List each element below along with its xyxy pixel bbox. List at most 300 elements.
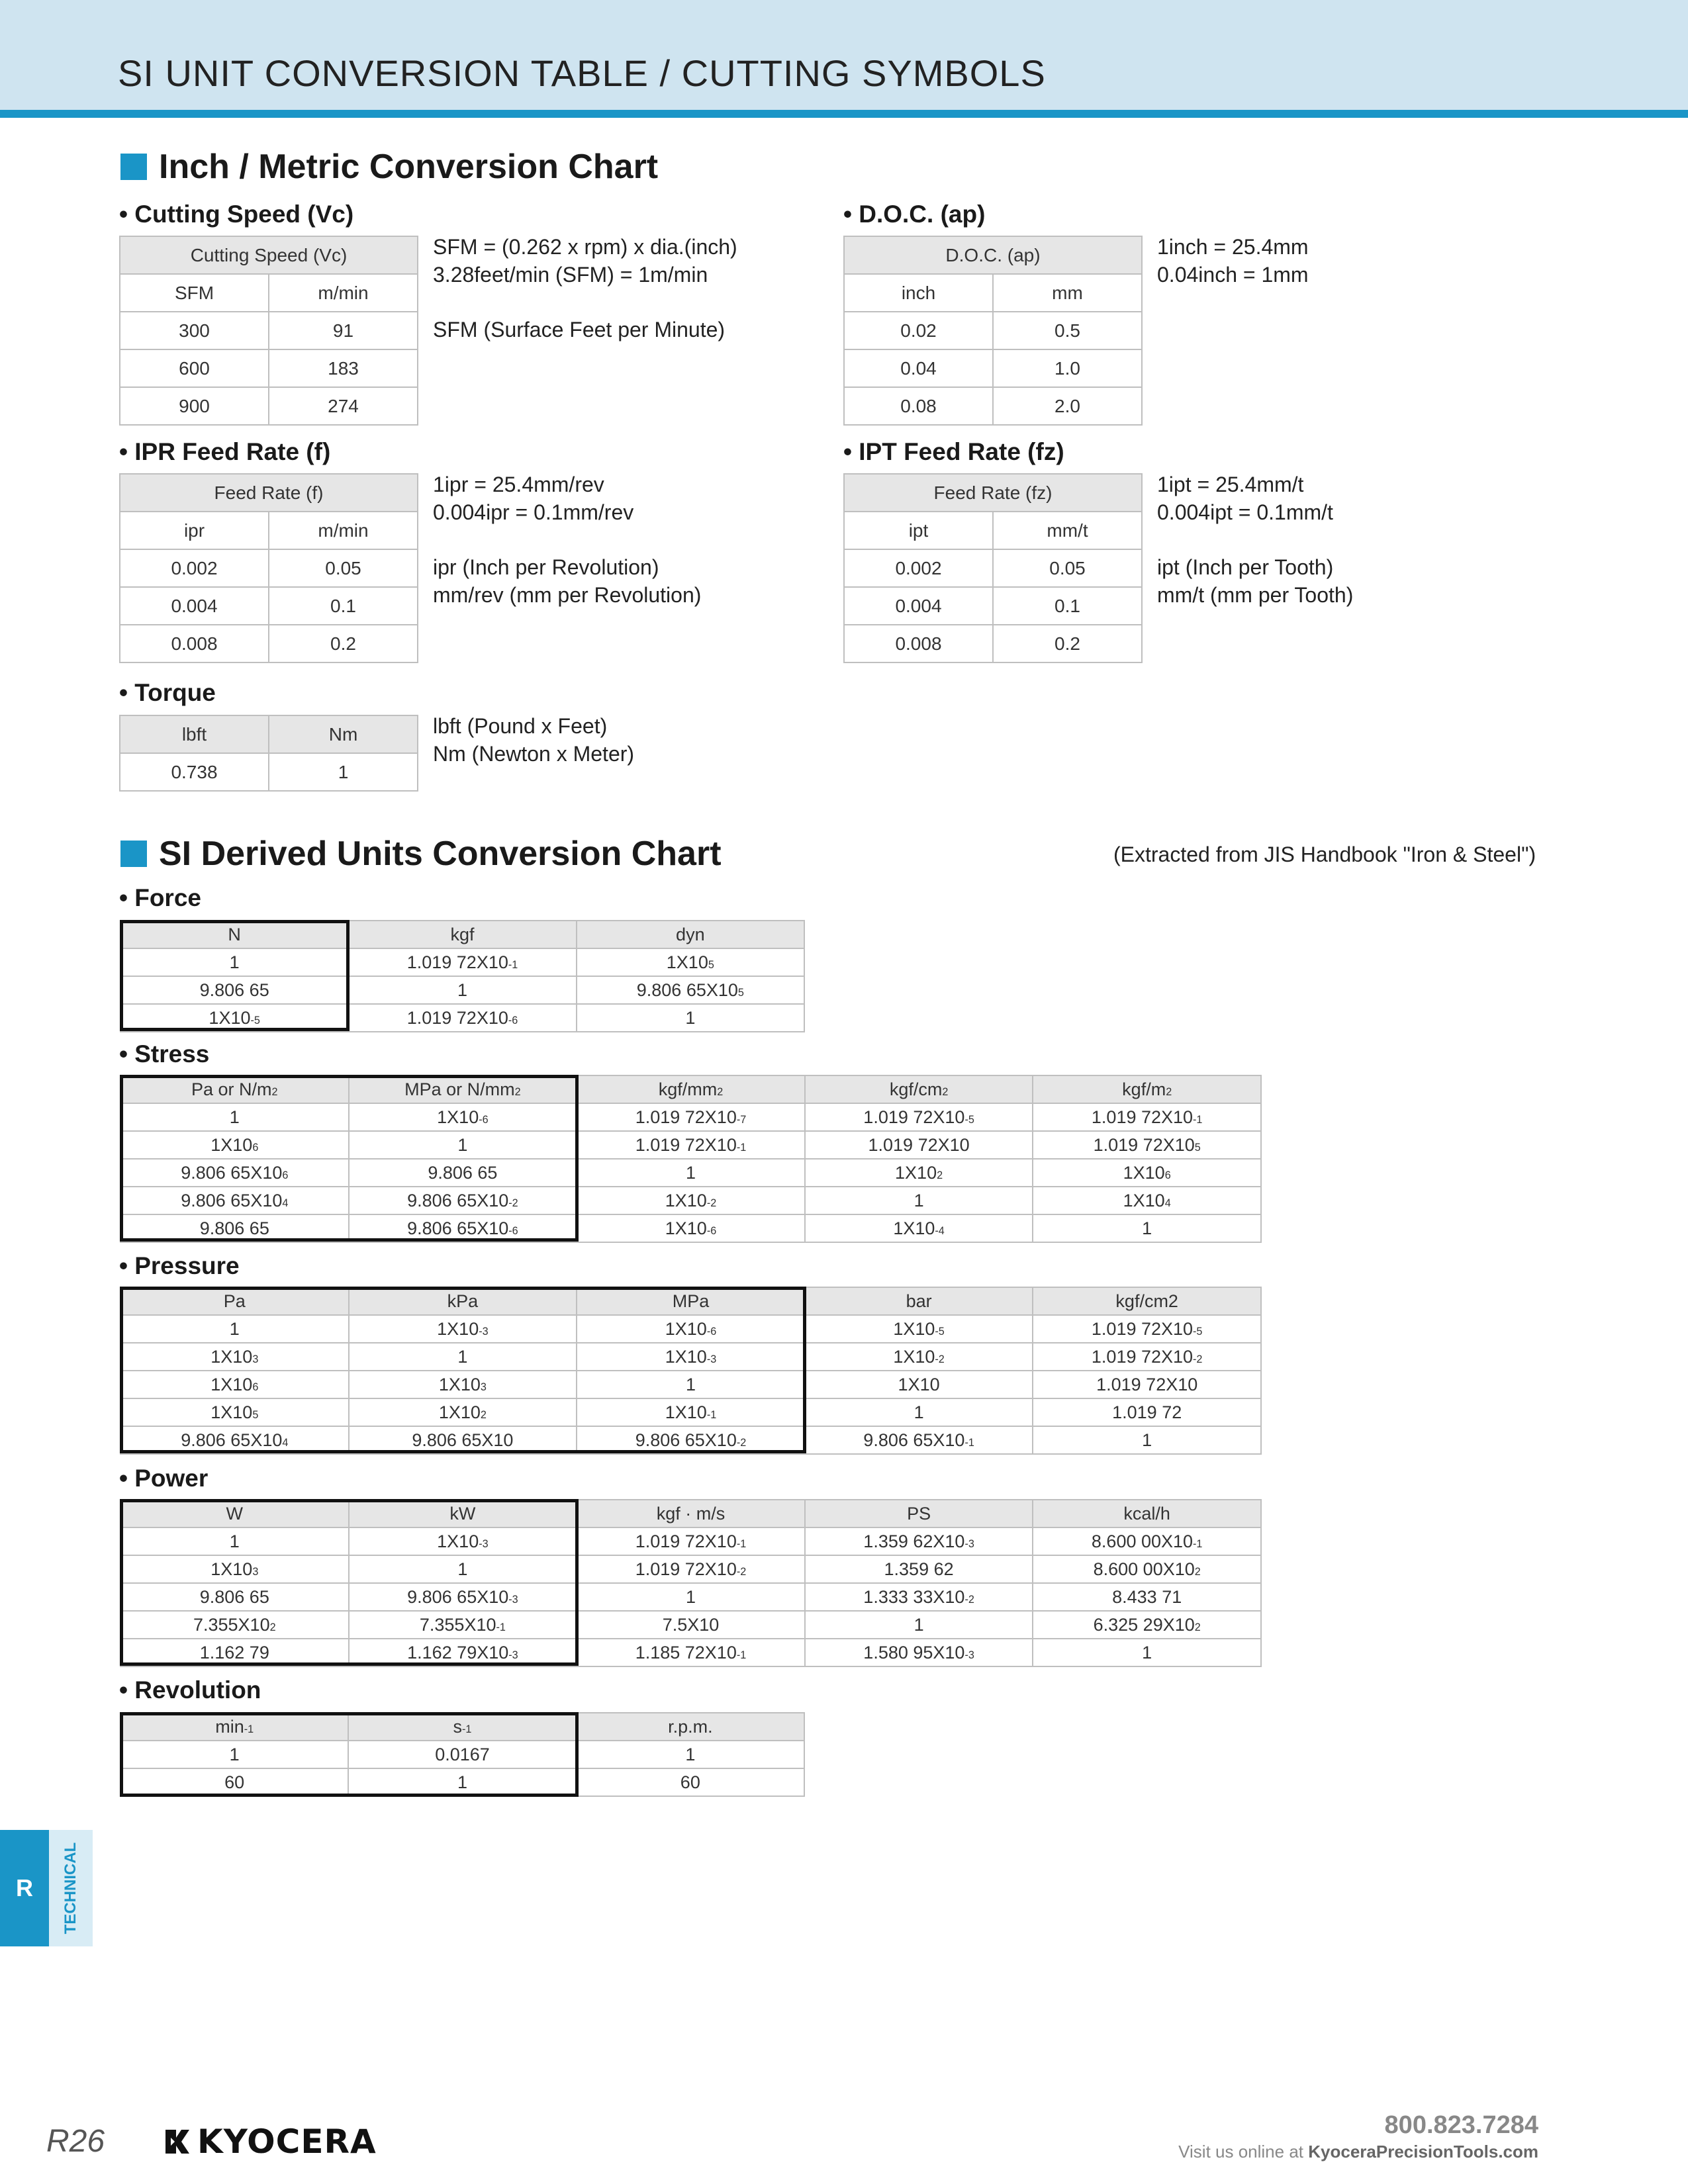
cell-value: 1: [457, 1346, 468, 1367]
cell-value: 1.019 72X10: [406, 1007, 508, 1028]
cell-value: 1X10: [211, 1559, 253, 1579]
table-cell: [1033, 1555, 1261, 1583]
table-cell: [577, 1131, 805, 1159]
table-row: [120, 1555, 1261, 1583]
cell-value: s: [453, 1716, 463, 1737]
cell-value: 1.162 79: [199, 1642, 269, 1662]
table-cell: [1033, 1159, 1261, 1187]
table-cell: [120, 1426, 349, 1454]
table-row: [844, 587, 1142, 625]
cell-exponent: 4: [1164, 1197, 1171, 1209]
table-cell: [349, 1583, 577, 1611]
column-header: [120, 1075, 349, 1103]
table-row: [120, 1583, 1261, 1611]
table-cell: [805, 1343, 1033, 1371]
cell-exponent: -1: [496, 1621, 506, 1633]
table-cell: 0.5: [993, 312, 1142, 349]
cutting-speed-note-2: 3.28feet/min (SFM) = 1m/min: [433, 263, 708, 287]
column-header: [349, 1287, 577, 1315]
table-header-row: [120, 715, 418, 753]
cell-value: 1X10: [893, 1346, 935, 1367]
cell-value: 1X10: [211, 1134, 253, 1155]
table-cell: 0.05: [269, 549, 418, 587]
cell-value: 1.019 72X10: [1093, 1134, 1195, 1155]
column-header: [120, 1287, 349, 1315]
cell-value: 6.325 29X10: [1093, 1614, 1195, 1635]
table-cell: [577, 1315, 805, 1343]
table-cell: [805, 1398, 1033, 1426]
table-row: [120, 1768, 804, 1796]
cell-value: 1: [229, 952, 240, 972]
table-row: [844, 549, 1142, 587]
table-row: [120, 948, 804, 976]
cell-value: 1X10: [211, 1374, 253, 1394]
column-header: [1033, 1075, 1261, 1103]
table-cell: [120, 1214, 349, 1242]
cell-value: 1: [229, 1107, 240, 1127]
table-cell: [805, 1611, 1033, 1639]
cell-value: 9.806 65X10: [407, 1190, 509, 1210]
ipr-title: • IPR Feed Rate (f): [119, 438, 331, 465]
ipr-table: [119, 473, 418, 663]
page-title: SI UNIT CONVERSION TABLE / CUTTING SYMBOLS: [118, 52, 1046, 94]
cell-value: 9.806 65: [199, 1586, 269, 1607]
cell-exponent: 2: [269, 1621, 276, 1633]
doc-title: • D.O.C. (ap): [843, 201, 986, 228]
table-cell: [120, 1187, 349, 1214]
cell-exponent: 6: [252, 1381, 259, 1393]
cell-value: 1X10: [893, 1218, 935, 1238]
table-caption: Cutting Speed (Vc): [120, 236, 418, 274]
table-header-row: [844, 274, 1142, 312]
cell-exponent: -1: [462, 1723, 472, 1735]
table-cell: 0.1: [269, 587, 418, 625]
cell-exponent: -6: [706, 1325, 717, 1338]
cell-exponent: 2: [1166, 1085, 1172, 1098]
doc-note-1: 1inch = 25.4mm: [1157, 235, 1309, 259]
cell-value: 1: [457, 1559, 468, 1579]
cell-value: 1X10: [898, 1374, 940, 1394]
cell-value: 1.019 72X10: [1096, 1374, 1198, 1394]
table-cell: [1033, 1527, 1261, 1555]
cell-value: 1: [229, 1744, 240, 1764]
table-cell: [1033, 1187, 1261, 1214]
website-link[interactable]: KyoceraPrecisionTools.com: [1308, 2142, 1538, 2161]
table-cell: 900: [120, 387, 269, 425]
cell-value: 9.806 65X10: [407, 1218, 509, 1238]
table-cell: [120, 1583, 349, 1611]
column-header: [349, 1500, 577, 1527]
ipr-note-2: 0.004ipr = 0.1mm/rev: [433, 500, 634, 524]
cell-value: kgf/mm: [658, 1079, 718, 1099]
cell-value: 9.806 65X10: [407, 1586, 509, 1607]
cell-value: 1.019 72X10: [1091, 1107, 1194, 1127]
table-caption-row: [120, 474, 418, 512]
cell-value: bar: [906, 1291, 932, 1311]
cell-value: 1.019 72X10: [863, 1107, 965, 1127]
cell-value: kcal/h: [1123, 1503, 1170, 1524]
column-header: ipt: [844, 512, 993, 549]
table-cell: [1033, 1639, 1261, 1666]
cell-exponent: 6: [252, 1141, 259, 1154]
table-cell: [577, 1398, 805, 1426]
cell-value: 1.019 72: [1112, 1402, 1182, 1422]
table-cell: [120, 976, 348, 1004]
cell-value: 1.333 33X10: [863, 1586, 965, 1607]
cell-value: kgf: [450, 924, 475, 944]
cell-exponent: 2: [1194, 1565, 1201, 1578]
cell-value: 1: [457, 1134, 468, 1155]
table-row: [120, 387, 418, 425]
cell-exponent: -1: [736, 1141, 747, 1154]
cell-value: 7.355X10: [193, 1614, 270, 1635]
table-cell: 0.05: [993, 549, 1142, 587]
table-row: [120, 1004, 804, 1032]
table-cell: [1033, 1426, 1261, 1454]
cell-value: 1.580 95X10: [863, 1642, 965, 1662]
table-cell: [348, 948, 576, 976]
cell-value: 1: [1142, 1430, 1152, 1450]
table-row: [120, 587, 418, 625]
cell-value: kgf/cm2: [1115, 1291, 1178, 1311]
table-row: [120, 1426, 1261, 1454]
table-caption: D.O.C. (ap): [844, 236, 1142, 274]
column-header: [349, 1075, 577, 1103]
cell-value: r.p.m.: [668, 1716, 713, 1737]
power-table: [120, 1499, 1262, 1667]
cell-exponent: -5: [250, 1014, 260, 1026]
cutting-speed-note-3: SFM (Surface Feet per Minute): [433, 318, 726, 341]
table-cell: [349, 1398, 577, 1426]
cell-value: 9.806 65X10: [181, 1162, 283, 1183]
table-cell: [120, 1555, 349, 1583]
cell-value: kgf/cm: [889, 1079, 943, 1099]
column-header: [577, 1500, 805, 1527]
table-caption: Feed Rate (f): [120, 474, 418, 512]
cell-value: 1X10: [665, 1318, 707, 1339]
cell-exponent: 3: [252, 1565, 259, 1578]
table-cell: [120, 1527, 349, 1555]
section-square-icon: [120, 154, 147, 180]
table-cell: [805, 1527, 1033, 1555]
cell-exponent: -2: [736, 1565, 747, 1578]
table-cell: [120, 1398, 349, 1426]
column-header: [120, 921, 348, 948]
cell-exponent: -1: [1193, 1537, 1203, 1550]
table-row: [120, 1741, 804, 1768]
cell-value: N: [228, 924, 241, 944]
table-cell: [349, 1131, 577, 1159]
table-row: [120, 312, 418, 349]
column-header: [348, 1713, 576, 1741]
cell-exponent: 5: [1194, 1141, 1201, 1154]
table-cell: [120, 1315, 349, 1343]
table-cell: [1033, 1611, 1261, 1639]
kyocera-mark-icon: [162, 2126, 193, 2158]
column-header: [577, 1075, 805, 1103]
column-header: [577, 1287, 805, 1315]
cell-value: Pa or N/m: [191, 1079, 272, 1099]
table-cell: [349, 1527, 577, 1555]
doc-note-2: 0.04inch = 1mm: [1157, 263, 1309, 287]
table-cell: [120, 1639, 349, 1666]
table-cell: [1033, 1343, 1261, 1371]
cutting-speed-table: [119, 236, 418, 426]
table-row: [844, 349, 1142, 387]
cell-value: 1.019 72X10: [1091, 1346, 1194, 1367]
table-cell: 0.002: [844, 549, 993, 587]
cell-value: 1.019 72X10: [635, 1559, 737, 1579]
si-derived-heading: SI Derived Units Conversion Chart: [120, 834, 722, 874]
table-cell: [349, 1103, 577, 1131]
cell-value: 1X10: [209, 1007, 251, 1028]
page-number: R26: [46, 2124, 105, 2159]
table-row: [120, 1214, 1261, 1242]
cutting-speed-title: • Cutting Speed (Vc): [119, 201, 354, 228]
cell-value: 9.806 65X10: [636, 979, 738, 1000]
ipr-note-1: 1ipr = 25.4mm/rev: [433, 473, 604, 496]
table-header-row: [120, 1075, 1261, 1103]
cell-value: 1X10: [437, 1318, 479, 1339]
table-cell: [349, 1159, 577, 1187]
cell-value: 1.019 72X10: [868, 1134, 970, 1155]
table-row: [120, 549, 418, 587]
force-table: [120, 920, 805, 1032]
table-row: [120, 1371, 1261, 1398]
table-cell: [349, 1343, 577, 1371]
cell-value: 1.019 72X10: [406, 952, 508, 972]
column-header: ipr: [120, 512, 269, 549]
column-header: [348, 921, 576, 948]
cell-value: 9.806 65: [199, 1218, 269, 1238]
cell-value: 1: [685, 1586, 696, 1607]
cell-exponent: -1: [736, 1649, 747, 1661]
table-row: [120, 976, 804, 1004]
table-cell: 0.004: [120, 587, 269, 625]
cell-value: 1.019 72X10: [635, 1107, 737, 1127]
cell-value: 1X10: [438, 1402, 481, 1422]
cell-value: 1: [685, 1744, 696, 1764]
table-cell: [349, 1214, 577, 1242]
cell-value: 1X10: [1123, 1190, 1165, 1210]
ipt-title: • IPT Feed Rate (fz): [843, 438, 1064, 465]
cell-exponent: 5: [737, 986, 744, 999]
cell-exponent: 2: [514, 1085, 521, 1098]
table-cell: [349, 1639, 577, 1666]
cell-value: min: [215, 1716, 244, 1737]
table-caption: Feed Rate (fz): [844, 474, 1142, 512]
kyocera-wordmark: KYOCERA: [197, 2122, 377, 2161]
ipt-note-1: 1ipt = 25.4mm/t: [1157, 473, 1304, 496]
cell-value: W: [226, 1503, 244, 1524]
table-header-row: [120, 1713, 804, 1741]
column-header: inch: [844, 274, 993, 312]
column-header: [577, 1713, 804, 1741]
table-cell: [348, 1004, 576, 1032]
cell-exponent: -3: [479, 1537, 489, 1550]
cell-exponent: -3: [508, 1649, 518, 1661]
stress-table: [120, 1075, 1262, 1243]
cell-value: 1.019 72X10: [1091, 1318, 1194, 1339]
table-cell: 0.2: [269, 625, 418, 662]
cell-exponent: 2: [1194, 1621, 1201, 1633]
table-row: [120, 1398, 1261, 1426]
table-cell: 0.738: [120, 753, 269, 791]
torque-note-2: Nm (Newton x Meter): [433, 742, 635, 766]
cell-exponent: -2: [706, 1197, 717, 1209]
table-row: [844, 312, 1142, 349]
table-cell: 0.08: [844, 387, 993, 425]
table-caption-row: [120, 236, 418, 274]
cell-exponent: 2: [717, 1085, 724, 1098]
cell-exponent: -6: [508, 1224, 518, 1237]
ipt-note-2: 0.004ipt = 0.1mm/t: [1157, 500, 1333, 524]
table-cell: [577, 1187, 805, 1214]
table-cell: [577, 1159, 805, 1187]
cell-exponent: -2: [508, 1197, 518, 1209]
pressure-table: [120, 1287, 1262, 1455]
cell-value: 1X10: [211, 1402, 253, 1422]
cell-value: kW: [449, 1503, 476, 1524]
cell-value: kPa: [447, 1291, 479, 1311]
table-cell: [805, 1159, 1033, 1187]
table-cell: 1: [269, 753, 418, 791]
table-cell: [577, 1611, 805, 1639]
cell-exponent: -6: [479, 1113, 489, 1126]
table-cell: [120, 1131, 349, 1159]
cell-exponent: -1: [508, 958, 518, 971]
column-header: [805, 1287, 1033, 1315]
table-cell: [805, 1639, 1033, 1666]
cell-value: 1: [457, 1772, 467, 1792]
table-cell: 0.002: [120, 549, 269, 587]
cell-exponent: 5: [708, 958, 714, 971]
cell-value: kgf · m/s: [656, 1503, 726, 1524]
cell-value: 7.5X10: [662, 1614, 720, 1635]
table-cell: [349, 1187, 577, 1214]
table-cell: [120, 1159, 349, 1187]
table-cell: 300: [120, 312, 269, 349]
column-header: m/min: [269, 274, 418, 312]
table-cell: [120, 1768, 348, 1796]
cell-exponent: 2: [271, 1085, 278, 1098]
cell-value: 1.019 72X10: [635, 1134, 737, 1155]
table-cell: [805, 1315, 1033, 1343]
cell-value: 1X10: [895, 1162, 937, 1183]
cell-exponent: -3: [508, 1593, 518, 1606]
ipr-note-3: ipr (Inch per Revolution): [433, 555, 659, 579]
cell-value: 1X10: [437, 1531, 479, 1551]
table-row: [120, 1159, 1261, 1187]
table-cell: 0.008: [120, 625, 269, 662]
table-cell: [577, 948, 804, 976]
table-header-row: [120, 1287, 1261, 1315]
torque-table: [119, 715, 418, 792]
table-cell: [577, 1639, 805, 1666]
table-header-row: [120, 1500, 1261, 1527]
cell-value: 9.806 65: [428, 1162, 498, 1183]
table-cell: [348, 1768, 576, 1796]
table-row: [844, 387, 1142, 425]
column-header: [805, 1500, 1033, 1527]
column-header: [120, 1713, 348, 1741]
table-row: [120, 1343, 1261, 1371]
table-cell: [577, 1741, 804, 1768]
table-cell: [805, 1583, 1033, 1611]
cell-exponent: -5: [964, 1113, 974, 1126]
cell-exponent: -1: [964, 1436, 974, 1449]
cell-exponent: -6: [508, 1014, 518, 1026]
cell-exponent: -5: [935, 1325, 945, 1338]
cell-exponent: 6: [282, 1169, 289, 1181]
cell-value: MPa or N/mm: [404, 1079, 515, 1099]
cell-value: 1: [914, 1614, 924, 1635]
column-header: lbft: [120, 715, 269, 753]
phone-number: 800.823.7284: [1384, 2111, 1538, 2139]
cell-value: 1X10: [437, 1107, 479, 1127]
table-cell: 1.0: [993, 349, 1142, 387]
cell-value: 1X10: [665, 1218, 707, 1238]
table-cell: [349, 1611, 577, 1639]
side-tab-label: TECHNICAL: [62, 1842, 79, 1934]
cell-exponent: 3: [480, 1381, 487, 1393]
cell-exponent: 2: [937, 1169, 943, 1181]
table-cell: [1033, 1315, 1261, 1343]
side-tab-letter: R: [0, 1830, 49, 1946]
table-cell: 91: [269, 312, 418, 349]
cell-value: Pa: [223, 1291, 246, 1311]
column-header: [1033, 1500, 1261, 1527]
table-cell: [349, 1371, 577, 1398]
cell-exponent: 4: [282, 1436, 289, 1449]
cell-value: dyn: [676, 924, 705, 944]
cell-value: 9.806 65X10: [181, 1430, 283, 1450]
column-header: mm/t: [993, 512, 1142, 549]
ipt-table: [843, 473, 1143, 663]
column-header: [805, 1075, 1033, 1103]
table-header-row: [844, 512, 1142, 549]
table-cell: [120, 1741, 348, 1768]
table-cell: [805, 1371, 1033, 1398]
table-cell: [120, 1371, 349, 1398]
cell-value: 1: [914, 1402, 924, 1422]
cell-exponent: 2: [942, 1085, 949, 1098]
cell-exponent: -1: [244, 1723, 254, 1735]
table-cell: [577, 1768, 804, 1796]
table-cell: [805, 1426, 1033, 1454]
cell-exponent: -2: [935, 1353, 945, 1365]
cell-value: 9.806 65: [199, 979, 269, 1000]
cell-value: kgf/m: [1122, 1079, 1166, 1099]
table-row: [120, 753, 418, 791]
cell-exponent: -2: [964, 1593, 974, 1606]
cell-exponent: -3: [479, 1325, 489, 1338]
cell-value: 8.600 00X10: [1093, 1559, 1195, 1579]
table-cell: 0.004: [844, 587, 993, 625]
column-header: m/min: [269, 512, 418, 549]
table-cell: [349, 1315, 577, 1343]
cell-value: 1X10: [438, 1374, 481, 1394]
stress-title: • Stress: [119, 1040, 210, 1068]
table-cell: [805, 1187, 1033, 1214]
cell-value: 1: [457, 979, 467, 1000]
table-cell: [1033, 1131, 1261, 1159]
table-cell: [577, 1214, 805, 1242]
ipt-note-4: mm/t (mm per Tooth): [1157, 583, 1354, 607]
cell-value: 1: [685, 1007, 696, 1028]
cell-exponent: -1: [1193, 1113, 1203, 1126]
table-row: [120, 1131, 1261, 1159]
